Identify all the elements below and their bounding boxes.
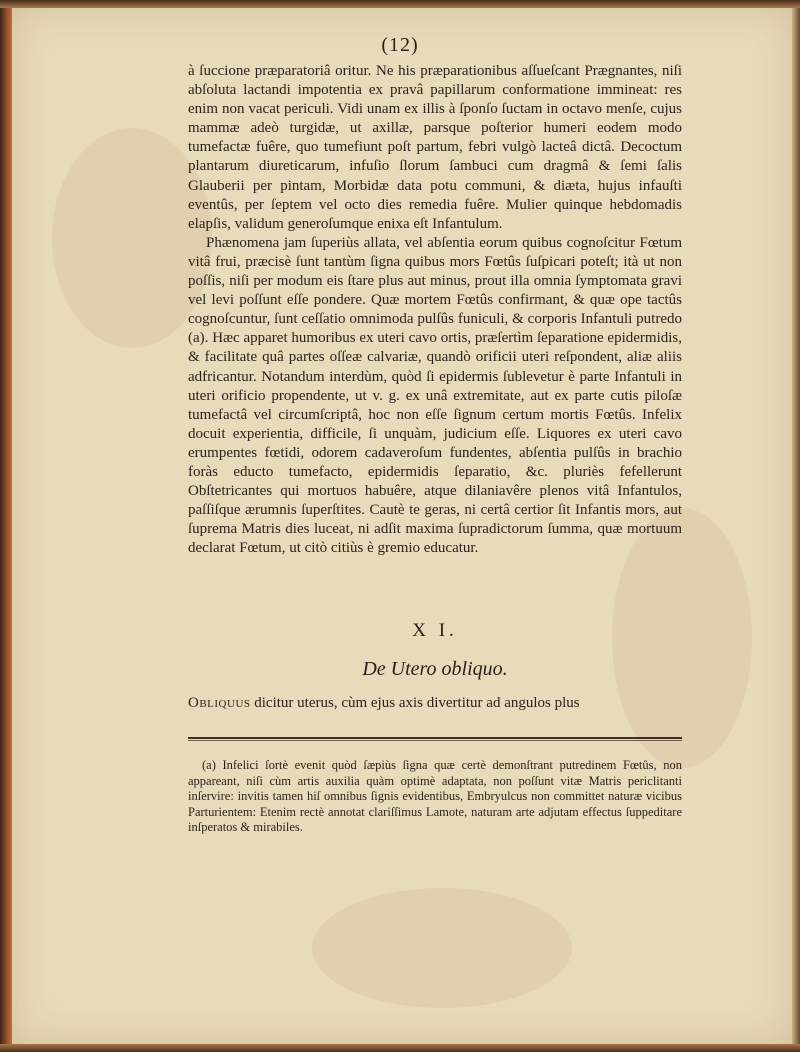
intro-text: dicitur uterus, cùm ejus axis divertitur ad angulos plus bbox=[250, 695, 580, 711]
paper-stain bbox=[312, 888, 572, 1008]
main-text bbox=[188, 62, 682, 558]
page-edge bbox=[792, 0, 800, 1052]
paragraph: à ſuccione præparatoriâ oritur. Ne his præparationibus aſſueſcant Prægnantes, niſi abſoluta lactandi impotentia ex pravâ papillarum conformatione immineat: res enim non vacat periculi. Vidi unam ex illis à ſponſo ſuctam in octavo menſe, cujus mammæ adeò turgidæ, ut axillæ, parsque poſterior humeri eodem modo tumefactæ fuêre, quo tumefiunt poſt partum, febri vulgò lacteâ dictâ. Decoctum plantarum diureticarum, infuſio ſlorum ſambuci cum dragmâ & ſemi ſalis Glauberii per pintam, Morbidæ data potu communi, & diæta, hujus infauſti eventûs, per ſeptem vel octo dies remedia fuêre. Mulier quinque hebdomadis elapſis, validum generoſumque enixa eſt Infantulum. bbox=[188, 63, 682, 232]
binding-edge bbox=[0, 0, 12, 1052]
section-intro bbox=[188, 694, 682, 713]
page-edge-bottom bbox=[0, 1044, 800, 1052]
footnote bbox=[188, 758, 682, 836]
page-number: (12) bbox=[381, 34, 419, 56]
footnote-rule bbox=[188, 737, 682, 739]
footnote-text: (a) Infelici ſortè evenit quòd ſæpiùs ſigna quæ certè demonſtrant putredinem Fœtûs, non appareant, niſi cùm artis auxilia quàm optimè adaptata, non poſſunt vitæ Matris periclitanti inſervire: invitis tamen hiſ omnibus ſignis evidentibus, Embryulcus non committet naturæ vicibus Parturientem: Etenim rectè annotat clariſſimus Lamote, naturam arte adjutam effectus ſuppeditare inſperatos & mirabiles. bbox=[188, 758, 682, 834]
intro-first-word: Obliquus bbox=[188, 695, 251, 711]
page-edge-top bbox=[0, 0, 800, 8]
footnote-rule-thin bbox=[188, 740, 682, 741]
section-title: De Utero obliquo. bbox=[362, 658, 508, 680]
section-number: X I. bbox=[412, 620, 458, 641]
paragraph: Phænomena jam ſuperiùs allata, vel abſentia eorum quibus cognoſcitur Fœtum vitâ frui, præcisè ſunt tantùm ſigna quibus mors Fœtûs ſuſpicari poteſt; ità ut non poſſis, niſi per modum eis ſtare plus aut minus, prout illa omnia ſymptomata gravi vel levi poſſunt eſſe pondere. Quæ mortem Fœtûs confirmant, & quæ ope tactûs cognoſcuntur, ſunt ceſſatio omnimoda pulſûs funiculi, & corporis Infantuli putredo (a). Hæc apparet humoribus ex uteri cavo ortis, præſertìm ſeparatione epidermidis, & facilitate quâ partes oſſeæ calvariæ, quandò orificii uteri reſpondent, aliæ aliis adfricantur. Notandum interdùm, quòd ſi epidermis ſublevetur è parte Infantuli in uteri orificio propendente, ut v. g. ex unâ extremitate, aut ex parte cutis piloſæ tumefactâ vel circumſcriptâ, hoc non eſſe ſignum certum mortis Fœtûs. Infelix docuit experientia, difficile, ſi unquàm, judicium eſſe. Liquores ex uteri cavo erumpentes fœtidi, odorem cadaveroſum fundentes, abſentia pulſûs in brachio foràs educto tumefacto, epidermidis ſeparatio, &c. pluriès fefellerunt Obſtetricantes qui mortuos habuêre, atque dilaniavêre plenos vitâ Infantulos, paſſiſque ærumnis ſuperſtites. Cautè te geras, ni certâ certior ſit Infantis mors, aut ſuprema Matris dies luceat, ni adſit maxima ſupradictorum ſumma, quæ mortuum declarat Fœtum, ut citò citiùs è gremio educatur. bbox=[188, 234, 682, 557]
